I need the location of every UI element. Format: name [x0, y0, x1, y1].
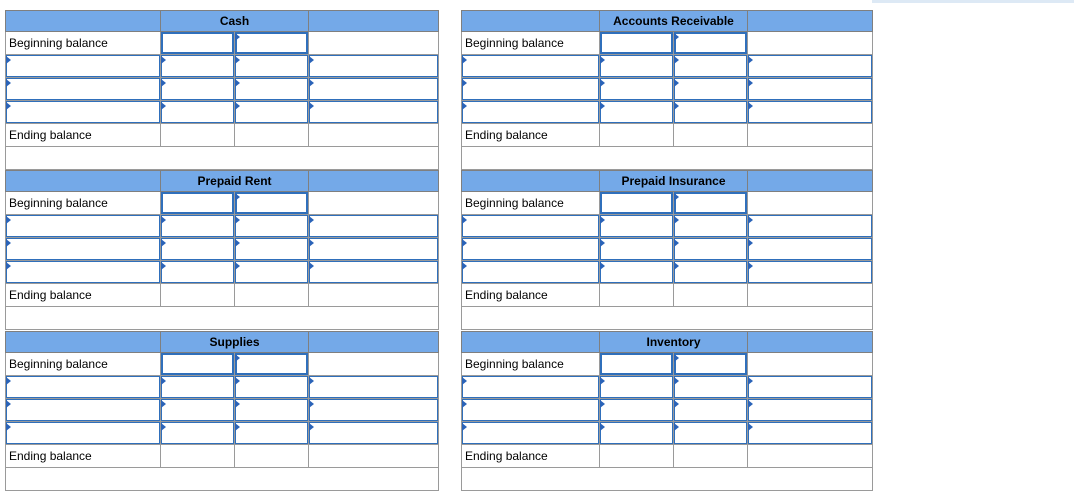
amount-input[interactable]: [748, 238, 873, 261]
dropdown-indicator-icon: [235, 102, 240, 110]
account-name-dropdown[interactable]: [462, 55, 600, 78]
spacer-row: [6, 468, 439, 491]
debit-input[interactable]: [600, 353, 674, 376]
credit-input[interactable]: [674, 101, 748, 124]
header-blank: [748, 11, 873, 32]
dropdown-indicator-icon: [235, 216, 240, 224]
ending-credit-cell: [674, 284, 748, 307]
debit-input[interactable]: [600, 261, 674, 284]
blank-cell: [309, 192, 439, 215]
account-name-dropdown[interactable]: [462, 215, 600, 238]
dropdown-indicator-icon: [161, 56, 166, 64]
blank-cell: [748, 32, 873, 55]
dropdown-indicator-icon: [309, 239, 314, 247]
account-name-dropdown[interactable]: [462, 238, 600, 261]
debit-input[interactable]: [600, 32, 674, 55]
credit-input[interactable]: [674, 353, 748, 376]
dropdown-indicator-icon: [6, 79, 11, 87]
amount-input[interactable]: [309, 422, 439, 445]
spacer-row: [6, 147, 439, 170]
entry-row: [6, 215, 439, 238]
dropdown-indicator-icon: [235, 56, 240, 64]
amount-input[interactable]: [748, 376, 873, 399]
dropdown-indicator-icon: [600, 262, 605, 270]
top-strip: [872, 0, 1074, 3]
dropdown-indicator-icon: [674, 193, 679, 201]
t-account: [5, 170, 439, 330]
spacer-cell: [6, 147, 439, 170]
t-account: [461, 331, 873, 491]
t-account: [5, 10, 439, 170]
header-blank: [748, 332, 873, 353]
blank-cell: [309, 284, 439, 307]
amount-input[interactable]: [309, 376, 439, 399]
dropdown-indicator-icon: [6, 56, 11, 64]
amount-input[interactable]: [309, 238, 439, 261]
account-name-dropdown[interactable]: [6, 101, 161, 124]
account-name-dropdown[interactable]: [462, 101, 600, 124]
beginning-balance-label: Beginning balance: [462, 192, 600, 215]
blank-cell: [309, 445, 439, 468]
amount-input[interactable]: [309, 78, 439, 101]
ending-credit-cell: [235, 445, 309, 468]
account-pair-1: [0, 10, 867, 170]
dropdown-indicator-icon: [6, 239, 11, 247]
entry-row: [6, 261, 439, 284]
dropdown-indicator-icon: [161, 423, 166, 431]
credit-input[interactable]: [235, 192, 309, 215]
dropdown-indicator-icon: [235, 262, 240, 270]
dropdown-indicator-icon: [674, 102, 679, 110]
dropdown-indicator-icon: [462, 216, 467, 224]
credit-input[interactable]: [674, 422, 748, 445]
dropdown-indicator-icon: [235, 400, 240, 408]
dropdown-indicator-icon: [600, 56, 605, 64]
debit-input[interactable]: [600, 55, 674, 78]
dropdown-indicator-icon: [674, 56, 679, 64]
dropdown-indicator-icon: [462, 377, 467, 385]
debit-input[interactable]: [600, 101, 674, 124]
blank-cell: [309, 32, 439, 55]
credit-input[interactable]: [235, 101, 309, 124]
spacer-cell: [6, 468, 439, 491]
debit-input[interactable]: [600, 376, 674, 399]
ending-balance-row: [6, 124, 439, 147]
dropdown-indicator-icon: [462, 56, 467, 64]
debit-input[interactable]: [600, 192, 674, 215]
credit-input[interactable]: [674, 261, 748, 284]
header-blank: [462, 332, 600, 353]
blank-cell: [748, 192, 873, 215]
dropdown-indicator-icon: [6, 102, 11, 110]
ending-credit-cell: [235, 124, 309, 147]
beginning-balance-label: Beginning balance: [6, 353, 161, 376]
ending-debit-cell: [600, 284, 674, 307]
account-name-dropdown[interactable]: [6, 238, 161, 261]
entry-row: [462, 78, 873, 101]
dropdown-indicator-icon: [748, 400, 753, 408]
credit-input[interactable]: [235, 261, 309, 284]
beginning-balance-row: [6, 353, 439, 376]
dropdown-indicator-icon: [462, 239, 467, 247]
credit-input[interactable]: [235, 399, 309, 422]
dropdown-indicator-icon: [6, 377, 11, 385]
credit-input[interactable]: [674, 399, 748, 422]
dropdown-indicator-icon: [235, 354, 240, 362]
dropdown-indicator-icon: [309, 262, 314, 270]
dropdown-indicator-icon: [161, 262, 166, 270]
debit-input[interactable]: [600, 238, 674, 261]
debit-input[interactable]: [161, 261, 235, 284]
dropdown-indicator-icon: [235, 377, 240, 385]
header-blank: [748, 171, 873, 192]
debit-input[interactable]: [161, 376, 235, 399]
dropdown-indicator-icon: [235, 33, 240, 41]
account-title: Supplies: [161, 332, 309, 353]
dropdown-indicator-icon: [600, 79, 605, 87]
debit-input[interactable]: [600, 422, 674, 445]
account-name-dropdown[interactable]: [6, 422, 161, 445]
credit-input[interactable]: [674, 238, 748, 261]
t-account: [5, 331, 439, 491]
beginning-balance-row: [462, 32, 873, 55]
amount-input[interactable]: [748, 261, 873, 284]
debit-input[interactable]: [161, 238, 235, 261]
header-blank: [6, 11, 161, 32]
account-title: Prepaid Rent: [161, 171, 309, 192]
dropdown-indicator-icon: [462, 423, 467, 431]
dropdown-indicator-icon: [748, 262, 753, 270]
dropdown-indicator-icon: [161, 102, 166, 110]
blank-cell: [748, 284, 873, 307]
dropdown-indicator-icon: [235, 423, 240, 431]
debit-input[interactable]: [600, 78, 674, 101]
spacer-cell: [462, 468, 873, 491]
dropdown-indicator-icon: [309, 423, 314, 431]
debit-input[interactable]: [600, 215, 674, 238]
account-name-dropdown[interactable]: [6, 399, 161, 422]
credit-input[interactable]: [674, 215, 748, 238]
credit-input[interactable]: [235, 238, 309, 261]
amount-input[interactable]: [748, 215, 873, 238]
dropdown-indicator-icon: [6, 400, 11, 408]
ending-balance-row: [462, 445, 873, 468]
debit-input[interactable]: [161, 32, 235, 55]
debit-input[interactable]: [161, 353, 235, 376]
credit-input[interactable]: [235, 376, 309, 399]
dropdown-indicator-icon: [674, 79, 679, 87]
dropdown-indicator-icon: [161, 239, 166, 247]
account-pair-3: [0, 331, 867, 491]
dropdown-indicator-icon: [309, 377, 314, 385]
spacer-cell: [6, 307, 439, 330]
dropdown-indicator-icon: [6, 262, 11, 270]
beginning-balance-label: Beginning balance: [6, 192, 161, 215]
account-name-dropdown[interactable]: [462, 78, 600, 101]
dropdown-indicator-icon: [748, 216, 753, 224]
entry-row: [462, 55, 873, 78]
account-name-dropdown[interactable]: [6, 215, 161, 238]
account-name-dropdown[interactable]: [462, 376, 600, 399]
amount-input[interactable]: [748, 55, 873, 78]
account-pair-2: [0, 170, 867, 330]
ending-balance-label: Ending balance: [462, 124, 600, 147]
dropdown-indicator-icon: [600, 400, 605, 408]
header-blank: [309, 332, 439, 353]
blank-cell: [748, 445, 873, 468]
dropdown-indicator-icon: [235, 239, 240, 247]
blank-cell: [309, 124, 439, 147]
ending-balance-label: Ending balance: [6, 284, 161, 307]
entry-row: [6, 422, 439, 445]
ending-debit-cell: [600, 124, 674, 147]
ending-balance-label: Ending balance: [6, 445, 161, 468]
beginning-balance-label: Beginning balance: [462, 32, 600, 55]
spacer-cell: [462, 307, 873, 330]
dropdown-indicator-icon: [462, 79, 467, 87]
dropdown-indicator-icon: [674, 354, 679, 362]
ending-credit-cell: [674, 445, 748, 468]
ending-balance-label: Ending balance: [462, 284, 600, 307]
debit-input[interactable]: [161, 55, 235, 78]
debit-input[interactable]: [161, 215, 235, 238]
ending-debit-cell: [161, 445, 235, 468]
credit-input[interactable]: [235, 353, 309, 376]
dropdown-indicator-icon: [674, 377, 679, 385]
entry-row: [6, 399, 439, 422]
credit-input[interactable]: [235, 215, 309, 238]
dropdown-indicator-icon: [309, 400, 314, 408]
ending-balance-row: [6, 445, 439, 468]
dropdown-indicator-icon: [161, 216, 166, 224]
beginning-balance-label: Beginning balance: [6, 32, 161, 55]
dropdown-indicator-icon: [309, 216, 314, 224]
amount-input[interactable]: [309, 215, 439, 238]
entry-row: [6, 101, 439, 124]
spacer-row: [6, 307, 439, 330]
header-blank: [462, 171, 600, 192]
entry-row: [6, 376, 439, 399]
dropdown-indicator-icon: [462, 262, 467, 270]
blank-cell: [748, 124, 873, 147]
blank-cell: [309, 353, 439, 376]
beginning-balance-row: [6, 32, 439, 55]
credit-input[interactable]: [235, 78, 309, 101]
ending-credit-cell: [674, 124, 748, 147]
spacer-row: [462, 147, 873, 170]
ending-balance-label: Ending balance: [6, 124, 161, 147]
beginning-balance-row: [6, 192, 439, 215]
account-name-dropdown[interactable]: [6, 55, 161, 78]
dropdown-indicator-icon: [600, 102, 605, 110]
amount-input[interactable]: [748, 422, 873, 445]
beginning-balance-row: [462, 353, 873, 376]
debit-input[interactable]: [161, 422, 235, 445]
dropdown-indicator-icon: [748, 423, 753, 431]
dropdown-indicator-icon: [309, 102, 314, 110]
dropdown-indicator-icon: [600, 423, 605, 431]
ending-debit-cell: [600, 445, 674, 468]
amount-input[interactable]: [748, 78, 873, 101]
dropdown-indicator-icon: [748, 239, 753, 247]
dropdown-indicator-icon: [674, 262, 679, 270]
credit-input[interactable]: [674, 192, 748, 215]
credit-input[interactable]: [674, 32, 748, 55]
t-account: [461, 170, 873, 330]
header-blank: [309, 171, 439, 192]
dropdown-indicator-icon: [6, 423, 11, 431]
account-title: Accounts Receivable: [600, 11, 748, 32]
account-title: Cash: [161, 11, 309, 32]
ending-debit-cell: [161, 124, 235, 147]
amount-input[interactable]: [309, 399, 439, 422]
account-name-dropdown[interactable]: [6, 376, 161, 399]
entry-row: [6, 78, 439, 101]
credit-input[interactable]: [235, 422, 309, 445]
ending-balance-row: [462, 124, 873, 147]
account-name-dropdown[interactable]: [462, 399, 600, 422]
dropdown-indicator-icon: [462, 400, 467, 408]
entry-row: [6, 238, 439, 261]
dropdown-indicator-icon: [748, 79, 753, 87]
account-name-dropdown[interactable]: [462, 261, 600, 284]
debit-input[interactable]: [161, 78, 235, 101]
credit-input[interactable]: [235, 32, 309, 55]
dropdown-indicator-icon: [748, 377, 753, 385]
dropdown-indicator-icon: [235, 193, 240, 201]
amount-input[interactable]: [309, 101, 439, 124]
dropdown-indicator-icon: [748, 102, 753, 110]
entry-row: [462, 261, 873, 284]
dropdown-indicator-icon: [674, 423, 679, 431]
dropdown-indicator-icon: [309, 79, 314, 87]
credit-input[interactable]: [235, 55, 309, 78]
header-blank: [6, 332, 161, 353]
dropdown-indicator-icon: [235, 79, 240, 87]
dropdown-indicator-icon: [6, 216, 11, 224]
dropdown-indicator-icon: [161, 79, 166, 87]
dropdown-indicator-icon: [600, 377, 605, 385]
credit-input[interactable]: [674, 55, 748, 78]
entry-row: [462, 215, 873, 238]
credit-input[interactable]: [674, 78, 748, 101]
dropdown-indicator-icon: [674, 239, 679, 247]
debit-input[interactable]: [161, 399, 235, 422]
account-title: Prepaid Insurance: [600, 171, 748, 192]
ending-balance-row: [6, 284, 439, 307]
dropdown-indicator-icon: [462, 102, 467, 110]
spacer-cell: [462, 147, 873, 170]
header-blank: [462, 11, 600, 32]
ending-credit-cell: [235, 284, 309, 307]
ending-debit-cell: [161, 284, 235, 307]
dropdown-indicator-icon: [600, 216, 605, 224]
amount-input[interactable]: [309, 55, 439, 78]
dropdown-indicator-icon: [161, 377, 166, 385]
debit-input[interactable]: [161, 101, 235, 124]
header-blank: [6, 171, 161, 192]
beginning-balance-row: [462, 192, 873, 215]
entry-row: [462, 101, 873, 124]
dropdown-indicator-icon: [674, 400, 679, 408]
dropdown-indicator-icon: [161, 400, 166, 408]
entry-row: [462, 399, 873, 422]
beginning-balance-label: Beginning balance: [462, 353, 600, 376]
dropdown-indicator-icon: [674, 33, 679, 41]
dropdown-indicator-icon: [674, 216, 679, 224]
account-name-dropdown[interactable]: [6, 261, 161, 284]
debit-input[interactable]: [161, 192, 235, 215]
entry-row: [462, 376, 873, 399]
amount-input[interactable]: [748, 101, 873, 124]
entry-row: [462, 238, 873, 261]
account-name-dropdown[interactable]: [6, 78, 161, 101]
spacer-row: [462, 468, 873, 491]
account-title: Inventory: [600, 332, 748, 353]
dropdown-indicator-icon: [748, 56, 753, 64]
entry-row: [462, 422, 873, 445]
spacer-row: [462, 307, 873, 330]
blank-cell: [748, 353, 873, 376]
amount-input[interactable]: [309, 261, 439, 284]
ending-balance-label: Ending balance: [462, 445, 600, 468]
debit-input[interactable]: [600, 399, 674, 422]
account-name-dropdown[interactable]: [462, 422, 600, 445]
dropdown-indicator-icon: [600, 239, 605, 247]
ending-balance-row: [462, 284, 873, 307]
entry-row: [6, 55, 439, 78]
header-blank: [309, 11, 439, 32]
credit-input[interactable]: [674, 376, 748, 399]
t-account: [461, 10, 873, 170]
amount-input[interactable]: [748, 399, 873, 422]
dropdown-indicator-icon: [309, 56, 314, 64]
